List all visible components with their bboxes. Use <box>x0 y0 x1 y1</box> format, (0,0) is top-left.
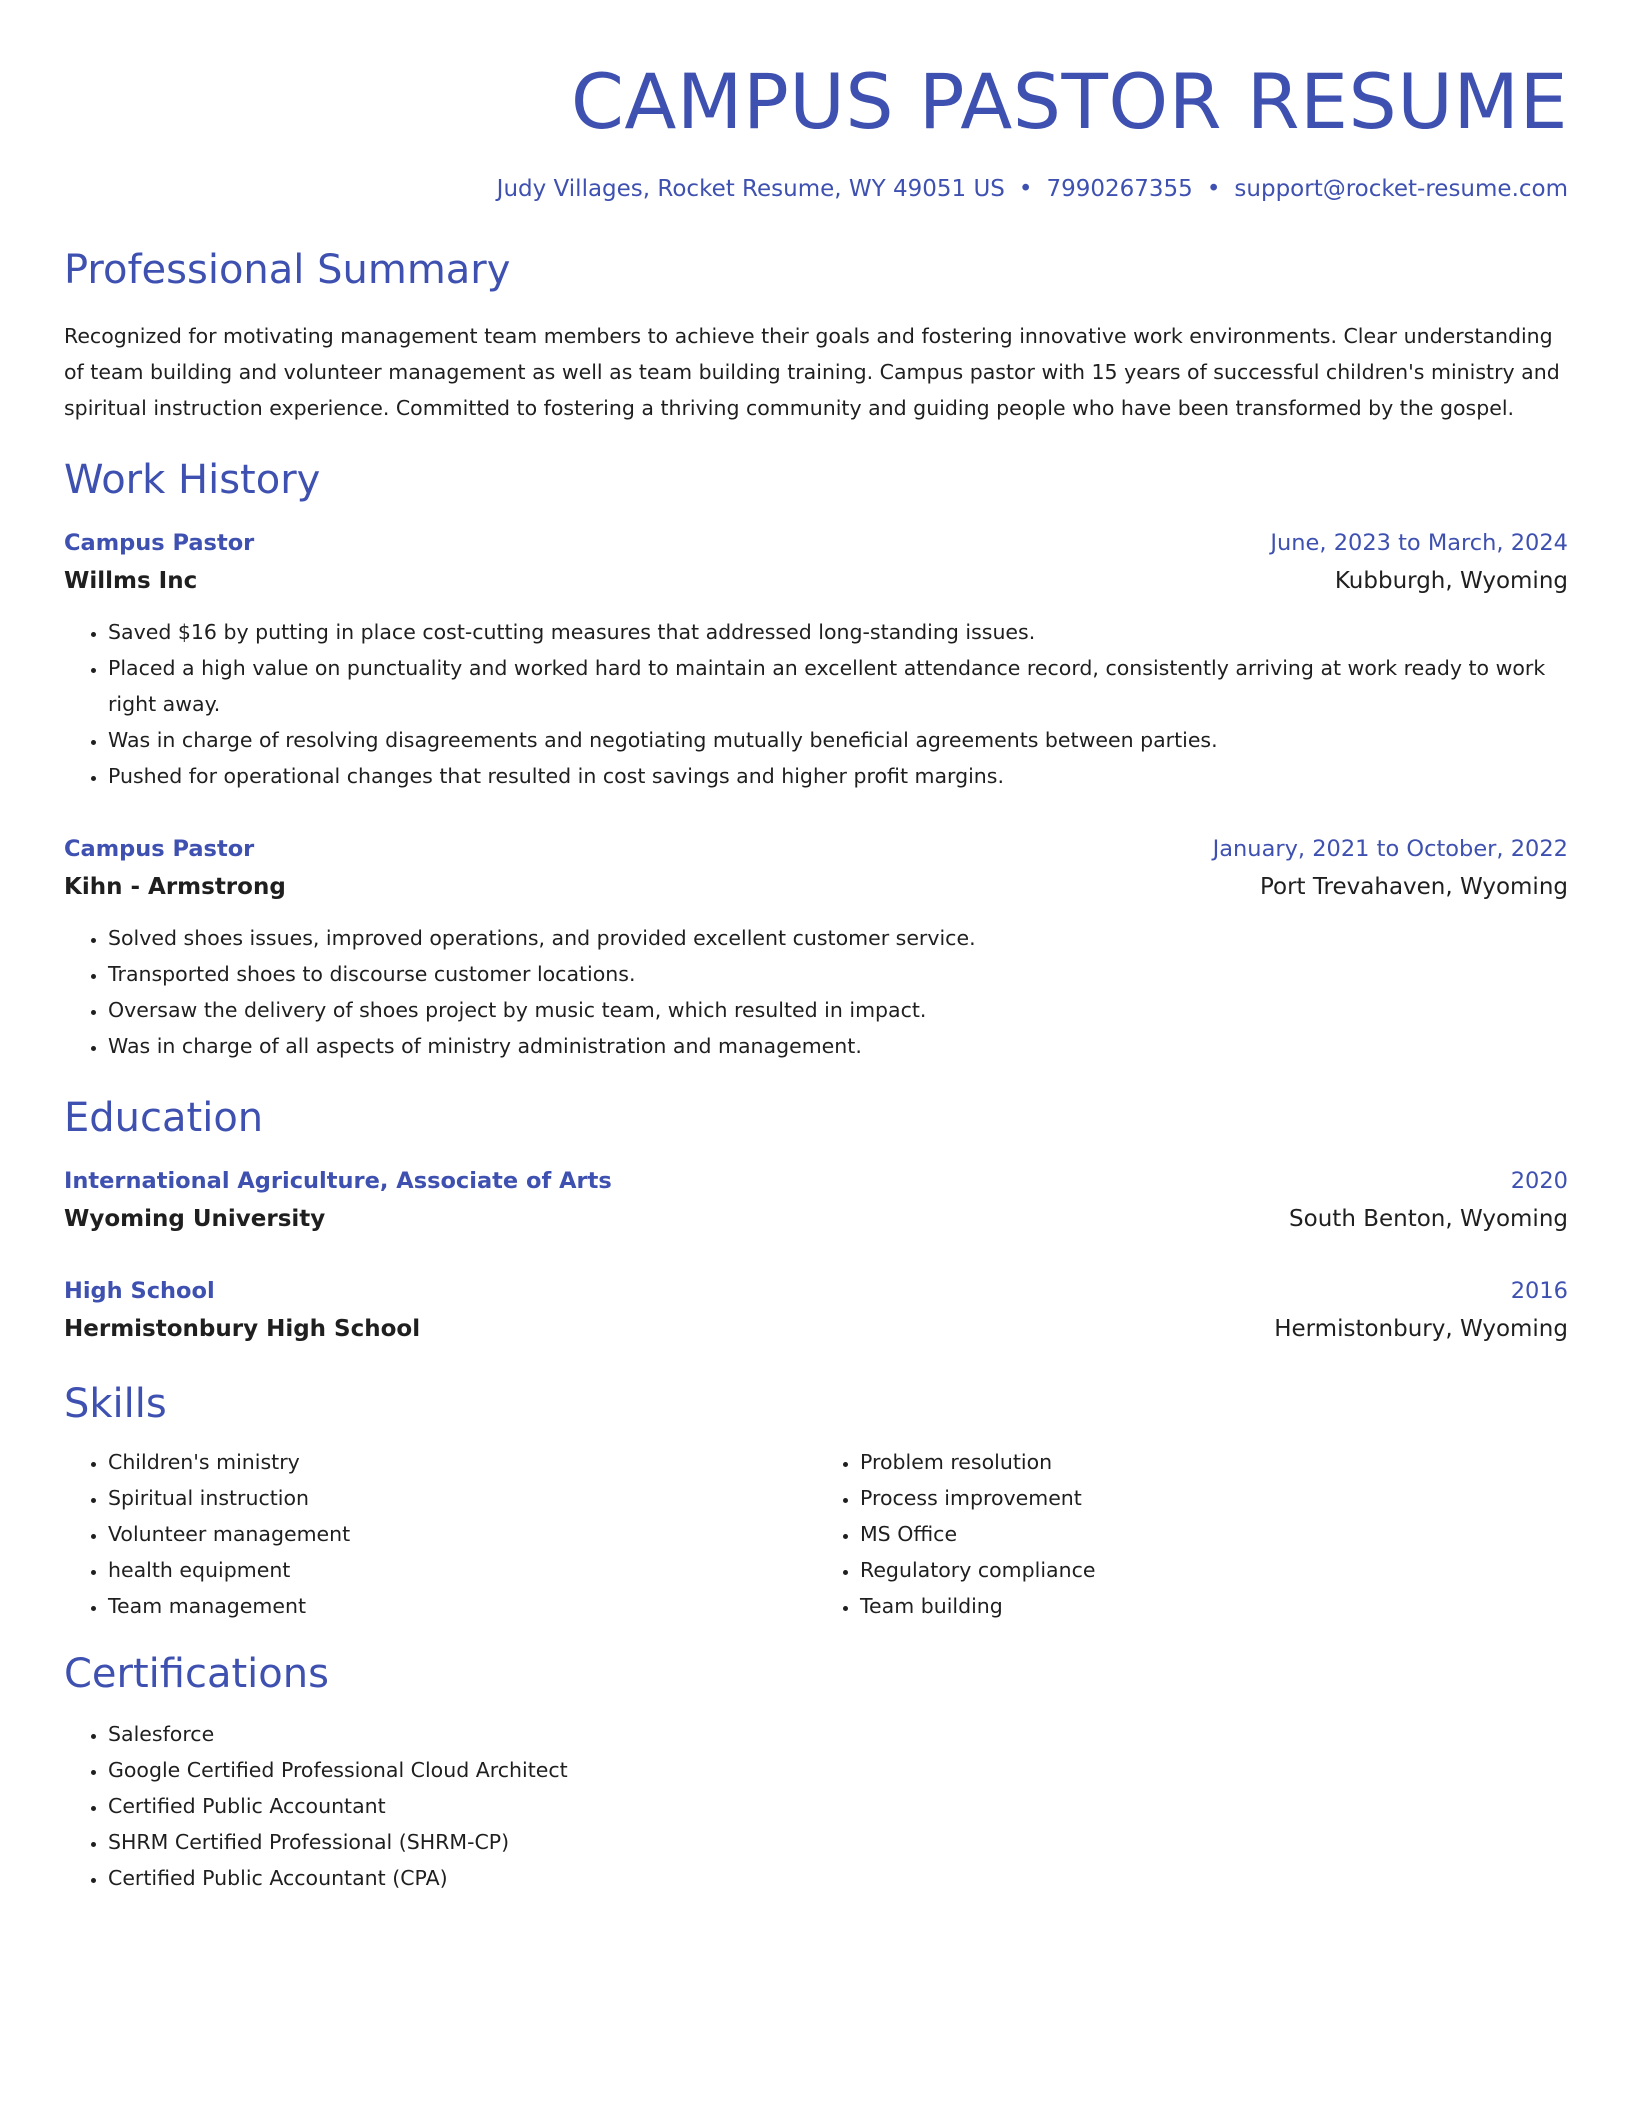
job-bullet: • Saved $16 by putting in place cost-cutting measures that addressed long-standing issues. <box>108 614 1568 650</box>
skill-item: • Spiritual instruction <box>108 1480 816 1516</box>
contact-phone[interactable]: 7990267355 <box>1046 176 1193 202</box>
skill-item: • Regulatory compliance <box>860 1552 1568 1588</box>
certification-item: • Salesforce <box>108 1716 1568 1752</box>
education-school: Hermistonbury High School <box>64 1316 421 1342</box>
resume-title: CAMPUS PASTOR RESUME <box>570 57 1568 146</box>
summary-text: Recognized for motivating management team members to achieve their goals and fostering innovative work environments. Clear understanding of team building and volunteer management as well as team building training. Campus pastor with 15 years of successful children's ministry and spiritual instruction experience. Committed to fostering a thriving community and guiding people who have been transformed by the gospel. <box>64 324 1560 420</box>
contact-line <box>64 172 1568 206</box>
education-entry <box>64 1162 1568 1238</box>
education-school: Wyoming University <box>64 1206 326 1232</box>
education-entry <box>64 1272 1568 1348</box>
education-location: South Benton, Wyoming <box>1289 1206 1568 1232</box>
education-year: 2020 <box>1510 1168 1568 1194</box>
skill-item: • Children's ministry <box>108 1444 816 1480</box>
skill-item: • Volunteer management <box>108 1516 816 1552</box>
job-bullets <box>64 614 1568 794</box>
skill-item: • Problem resolution <box>860 1444 1568 1480</box>
education-degree: International Agriculture, Associate of Arts <box>64 1168 612 1194</box>
skill-item: • health equipment <box>108 1552 816 1588</box>
section-heading-work-history: Work History <box>64 457 321 503</box>
certification-item: • Certified Public Accountant (CPA) <box>108 1860 1568 1896</box>
education-year: 2016 <box>1510 1278 1568 1304</box>
job-bullet: • Was in charge of all aspects of ministry administration and management. <box>108 1028 1568 1064</box>
job-bullets <box>64 920 1568 1064</box>
contact-separator: • <box>1206 176 1221 202</box>
section-heading-education: Education <box>64 1095 264 1141</box>
skill-item: • MS Office <box>860 1516 1568 1552</box>
job-title: Campus Pastor <box>64 836 255 862</box>
section-heading-skills: Skills <box>64 1381 167 1427</box>
contact-address: Judy Villages, Rocket Resume, WY 49051 US <box>496 176 1005 202</box>
job-bullet: • Solved shoes issues, improved operations, and provided excellent customer service. <box>108 920 1568 956</box>
skill-item: • Team management <box>108 1588 816 1624</box>
certification-item: • SHRM Certified Professional (SHRM-CP) <box>108 1824 1568 1860</box>
job-entry <box>64 830 1568 1064</box>
job-bullet: • Placed a high value on punctuality and worked hard to maintain an excellent attendance record, consistently arriving at work ready to work right away. <box>108 650 1568 722</box>
section-heading-certifications: Certifications <box>64 1651 329 1697</box>
certifications-list <box>64 1716 1568 1896</box>
job-bullet: • Oversaw the delivery of shoes project by music team, which resulted in impact. <box>108 992 1568 1028</box>
section-heading-summary: Professional Summary <box>64 247 511 293</box>
job-dates: June, 2023 to March, 2024 <box>1270 530 1568 556</box>
skill-item: • Process improvement <box>860 1480 1568 1516</box>
job-company: Willms Inc <box>64 568 198 594</box>
certification-item: • Google Certified Professional Cloud Architect <box>108 1752 1568 1788</box>
education-location: Hermistonbury, Wyoming <box>1274 1316 1568 1342</box>
job-bullet: • Was in charge of resolving disagreements and negotiating mutually beneficial agreements between parties. <box>108 722 1568 758</box>
skills-grid <box>64 1444 1568 1624</box>
education-degree: High School <box>64 1278 215 1304</box>
job-title: Campus Pastor <box>64 530 255 556</box>
job-company: Kihn - Armstrong <box>64 874 286 900</box>
job-location: Port Trevahaven, Wyoming <box>1259 874 1568 900</box>
job-bullet: • Pushed for operational changes that resulted in cost savings and higher profit margins. <box>108 758 1568 794</box>
skill-item: • Team building <box>860 1588 1568 1624</box>
job-bullet: • Transported shoes to discourse customer locations. <box>108 956 1568 992</box>
job-entry <box>64 524 1568 794</box>
job-location: Kubburgh, Wyoming <box>1334 568 1568 594</box>
job-dates: January, 2021 to October, 2022 <box>1212 836 1568 862</box>
certification-item: • Certified Public Accountant <box>108 1788 1568 1824</box>
contact-email[interactable]: support@rocket-resume.com <box>1234 176 1568 202</box>
skills-list-right <box>816 1444 1568 1624</box>
skills-list-left <box>64 1444 816 1624</box>
contact-separator: • <box>1018 176 1033 202</box>
